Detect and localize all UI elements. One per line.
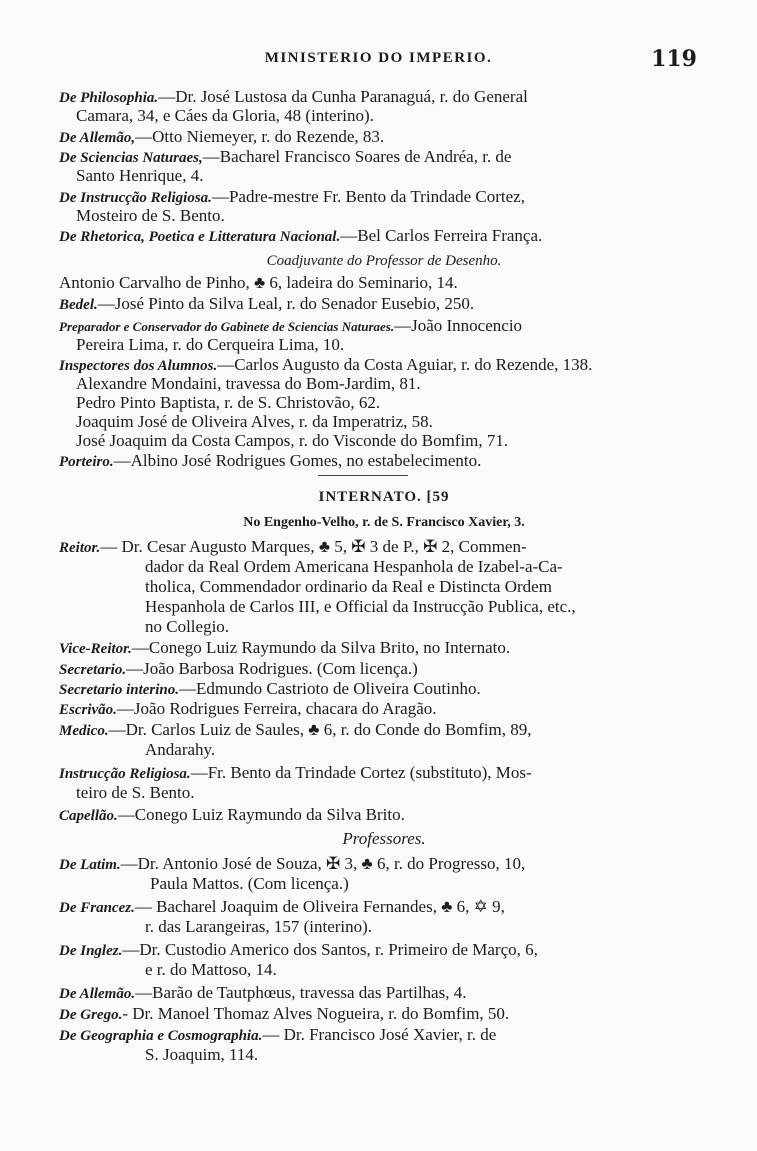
entry-text: — Dr. Cesar Augusto Marques, ♣ 5, ✠ 3 de P., ✠ 2, Commen- (100, 537, 527, 556)
entry-text: —João Innocencio (394, 316, 523, 335)
entry-text: teiro de S. Bento. (76, 783, 195, 802)
entry-label: De Grego. (59, 1007, 123, 1023)
text-line (59, 537, 527, 558)
entry-text: —Bel Carlos Ferreira França. (340, 226, 543, 245)
header-title: MINISTERIO DO IMPERIO. (264, 50, 493, 66)
entry-text: Santo Henrique, 4. (76, 166, 204, 185)
entry-text: — Bacharel Joaquim de Oliveira Fernandes, ♣ 6, ✡ 9, (134, 897, 505, 916)
entry-label: De Allemão. (59, 986, 136, 1002)
text-line (76, 166, 203, 186)
text-line (59, 187, 525, 208)
text-line (59, 127, 384, 148)
entry-text: Hespanhola de Carlos III, e Official da Instrucção Publica, etc., (145, 597, 576, 616)
entry-text: —Dr. Custodio Americo dos Santos, r. Primeiro de Março, 6, (122, 940, 538, 959)
text-line (76, 335, 344, 355)
entry-label: De Latim. (59, 857, 121, 873)
text-line (59, 679, 481, 700)
entry-text: dador da Real Ordem Americana Hespanhola de Izabel-a-Ca- (145, 557, 563, 576)
entry-label: Secretario interino. (59, 682, 180, 698)
text-line (76, 374, 421, 394)
text-line (145, 960, 277, 980)
entry-text: S. Joaquim, 114. (145, 1045, 259, 1064)
text-line (59, 720, 531, 741)
page-number: 119 (651, 46, 697, 72)
entry-text: —Otto Niemeyer, r. do Rezende, 83. (135, 127, 385, 146)
entry-text: —Dr. Carlos Luiz de Saules, ♣ 6, r. do Conde do Bomfim, 89, (108, 720, 532, 739)
entry-label: De Rhetorica, Poetica e Litteratura Nacional. (59, 229, 341, 245)
text-line (59, 1025, 496, 1046)
entry-text: —Carlos Augusto da Costa Aguiar, r. do Rezende, 138. (217, 355, 593, 374)
entry-text: —Conego Luiz Raymundo da Silva Brito. (117, 805, 405, 824)
entry-label: De Geographia e Cosmographia. (59, 1028, 263, 1044)
text-line (59, 763, 532, 784)
entry-text: —Barão de Tautphœus, travessa das Partilhas, 4. (135, 983, 467, 1002)
text-line (59, 1004, 509, 1025)
entry-text: —Conego Luiz Raymundo da Silva Brito, no Internato. (131, 638, 511, 657)
text-line (59, 273, 458, 293)
entry-label: De Sciencias Naturaes, (59, 150, 203, 166)
text-line (76, 412, 433, 432)
section-address: No Engenho-Velho, r. de S. Francisco Xavier, 3. (243, 515, 525, 530)
entry-text: Mosteiro de S. Bento. (76, 206, 225, 225)
entry-text: —Dr. Antonio José de Souza, ✠ 3, ♣ 6, r. do Progresso, 10, (120, 854, 526, 873)
text-line (76, 106, 374, 126)
entry-text: e r. do Mattoso, 14. (145, 960, 277, 979)
entry-text: —João Rodrigues Ferreira, chacara do Aragão. (116, 699, 437, 718)
text-line (59, 854, 525, 875)
entry-text: —Albino José Rodrigues Gomes, no estabelecimento. (113, 451, 482, 470)
text-line (59, 451, 481, 472)
entry-label: Escrivão. (59, 702, 117, 718)
entry-text: —Fr. Bento da Trindade Cortez (substituto), Mos- (190, 763, 532, 782)
entry-text: Paula Mattos. (Com licença.) (150, 874, 349, 893)
entry-text: José Joaquim da Costa Campos, r. do Visconde do Bomfim, 71. (76, 431, 509, 450)
text-line (59, 638, 510, 659)
entry-label: De Philosophia. (59, 90, 159, 106)
text-line (145, 917, 372, 937)
entry-text: —Padre-mestre Fr. Bento da Trindade Cortez, (211, 187, 525, 206)
entry-text: —João Barbosa Rodrigues. (Com licença.) (126, 659, 418, 678)
section-subheading: Coadjuvante do Professor de Desenho. (266, 253, 502, 269)
section-divider (318, 475, 408, 476)
text-line (59, 355, 592, 376)
entry-text: tholica, Commendador ordinario da Real e Distincta Ordem (145, 577, 552, 596)
entry-text: Pereira Lima, r. do Cerqueira Lima, 10. (76, 335, 345, 354)
entry-text: —Edmundo Castrioto de Oliveira Coutinho. (179, 679, 481, 698)
text-line (59, 897, 505, 918)
text-line (59, 226, 542, 247)
text-line (59, 294, 474, 315)
entry-label: Inspectores dos Alumnos. (59, 358, 218, 374)
entry-text: —Bacharel Francisco Soares de Andréa, r. de (202, 147, 512, 166)
text-line (145, 557, 563, 577)
text-line (59, 805, 405, 826)
text-line (150, 874, 349, 894)
text-line (145, 1045, 258, 1065)
running-header (0, 46, 757, 76)
entry-label: De Allemão, (59, 130, 136, 146)
entry-text: - Dr. Manoel Thomaz Alves Nogueira, r. do Bomfim, 50. (122, 1004, 510, 1023)
text-line (145, 597, 576, 617)
entry-text: —Dr. José Lustosa da Cunha Paranaguá, r. do General (158, 87, 528, 106)
text-line (76, 393, 380, 413)
text-line (59, 983, 466, 1004)
entry-text: Andarahy. (145, 740, 216, 759)
entry-label: De Inglez. (59, 943, 123, 959)
text-line (59, 147, 511, 168)
entry-label: Bedel. (59, 297, 98, 313)
section-heading: INTERNATO. [59 (318, 489, 450, 505)
entry-label: Porteiro. (59, 454, 114, 470)
text-line (145, 740, 215, 760)
text-line (76, 206, 225, 226)
entry-label: Medico. (59, 723, 109, 739)
entry-label: De Francez. (59, 900, 135, 916)
section-subheading: Professores. (342, 829, 426, 848)
entry-label: Preparador e Conservador do Gabinete de Sciencias Naturaes. (59, 319, 395, 334)
text-line (59, 699, 437, 720)
text-line (59, 659, 418, 680)
text-line (59, 316, 522, 337)
entry-label: Secretario. (59, 662, 127, 678)
entry-text: Joaquim José de Oliveira Alves, r. da Imperatriz, 58. (76, 412, 433, 431)
entry-label: Vice-Reitor. (59, 641, 132, 657)
entry-text: — Dr. Francisco José Xavier, r. de (262, 1025, 497, 1044)
entry-label: Instrucção Religiosa. (59, 766, 191, 782)
entry-text: Antonio Carvalho de Pinho, ♣ 6, ladeira do Seminario, 14. (59, 273, 458, 292)
entry-text: —José Pinto da Silva Leal, r. do Senador Eusebio, 250. (97, 294, 475, 313)
text-line (59, 940, 538, 961)
text-line (76, 431, 508, 451)
entry-text: no Collegio. (145, 617, 230, 636)
entry-label: Capellão. (59, 808, 118, 824)
entry-label: Reitor. (59, 540, 101, 556)
entry-label: De Instrucção Religiosa. (59, 190, 212, 206)
entry-text: r. das Larangeiras, 157 (interino). (145, 917, 373, 936)
text-line (59, 87, 528, 108)
text-line (76, 783, 195, 803)
entry-text: Pedro Pinto Baptista, r. de S. Christovão, 62. (76, 393, 381, 412)
text-line (145, 577, 552, 597)
text-line (145, 617, 229, 637)
entry-text: Alexandre Mondaini, travessa do Bom-Jardim, 81. (76, 374, 421, 393)
entry-text: Camara, 34, e Cáes da Gloria, 48 (interino). (76, 106, 374, 125)
